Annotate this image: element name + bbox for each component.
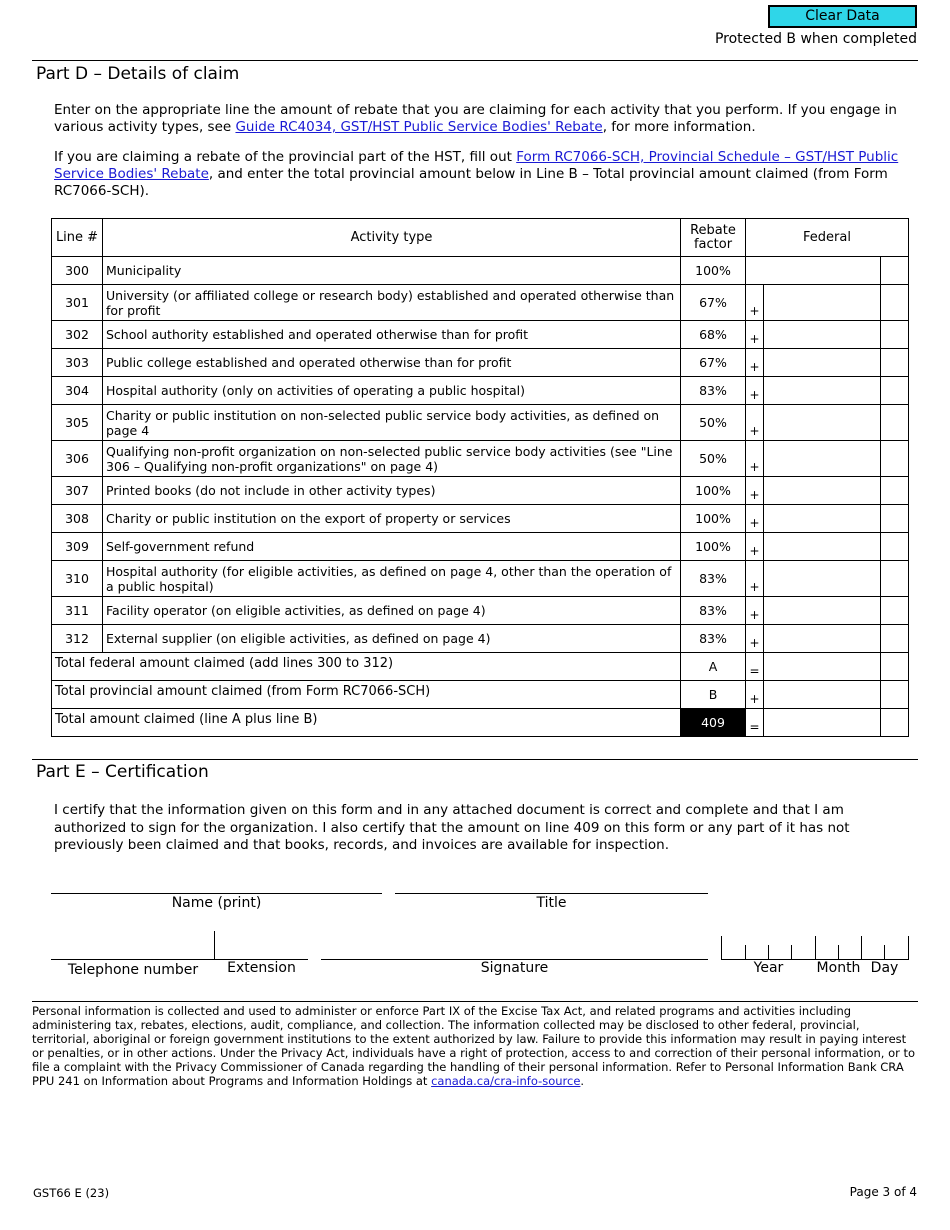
- operator-sign: +: [746, 561, 764, 596]
- total-line-code: 409: [681, 709, 746, 737]
- activity-type: Facility operator (on eligible activities, as defined on page 4): [103, 597, 681, 625]
- cents-box[interactable]: [881, 477, 908, 504]
- col-federal: Federal: [746, 219, 909, 257]
- title-label: Title: [536, 895, 567, 911]
- cents-box[interactable]: [881, 681, 908, 708]
- dollars-box[interactable]: [764, 653, 881, 680]
- rebate-factor: 67%: [681, 285, 746, 321]
- line-number: 304: [52, 377, 103, 405]
- form-rc7066-link[interactable]: Form RC7066-SCH, Provincial Schedule – GST/HST Public Service Bodies' Rebate: [54, 149, 899, 182]
- line-number: 305: [52, 405, 103, 441]
- activity-type: External supplier (on eligible activities, as defined on page 4): [103, 625, 681, 653]
- cents-box[interactable]: [881, 561, 908, 596]
- line-number: 302: [52, 321, 103, 349]
- activity-type: Qualifying non-profit organization on non-selected public service body activities (see "Line 306 – Qualifying non-profit organizations" on page 4): [103, 441, 681, 477]
- operator-sign: =: [746, 709, 764, 736]
- cents-box[interactable]: [881, 377, 908, 404]
- rebate-factor: 50%: [681, 441, 746, 477]
- extension-label: Extension: [227, 960, 296, 976]
- cents-box[interactable]: [881, 533, 908, 560]
- day-label: Day: [870, 960, 899, 976]
- total-label: Total provincial amount claimed (from Form RC7066-SCH): [52, 681, 681, 709]
- line-number: 303: [52, 349, 103, 377]
- cents-box[interactable]: [881, 653, 908, 680]
- provincial-text-start: If you are claiming a rebate of the provincial part of the HST, fill out: [54, 149, 517, 165]
- activity-type: Charity or public institution on non-selected public service body activities, as defined on page 4: [103, 405, 681, 441]
- line-number: 301: [52, 285, 103, 321]
- table-row: [52, 349, 909, 377]
- federal-amount-input[interactable]: [746, 561, 909, 597]
- activity-type: Self-government refund: [103, 533, 681, 561]
- rebate-factor: 83%: [681, 597, 746, 625]
- table-row: [52, 377, 909, 405]
- activity-type: Hospital authority (for eligible activities, as defined on page 4, other than the operation of a public hospital): [103, 561, 681, 597]
- col-line: Line #: [52, 219, 103, 257]
- federal-amount-input[interactable]: [746, 625, 909, 653]
- rebate-factor: 83%: [681, 377, 746, 405]
- total-row: [52, 709, 909, 737]
- line-number: 300: [52, 257, 103, 285]
- table-row: [52, 285, 909, 321]
- federal-amount-input[interactable]: [746, 709, 909, 737]
- rebate-factor: 100%: [681, 505, 746, 533]
- dollars-box[interactable]: [764, 533, 881, 560]
- dollars-box[interactable]: [764, 405, 881, 440]
- table-row: [52, 321, 909, 349]
- dollars-box[interactable]: [764, 321, 881, 348]
- cents-box[interactable]: [881, 349, 908, 376]
- cents-box[interactable]: [881, 285, 908, 320]
- dollars-box[interactable]: [764, 597, 881, 624]
- federal-amount-input[interactable]: [746, 653, 909, 681]
- rebate-factor: 100%: [681, 257, 746, 285]
- cents-box[interactable]: [881, 625, 908, 652]
- privacy-text: Personal information is collected and used to administer or enforce Part IX of the Excise Tax Act, and related programs and activities including administering tax, rebates, elections, audit, compliance, and collection. The information collected may be disclosed to other federal, provincial, territorial, aboriginal or foreign government institutions to the extent authorized by law. Failure to provide this information may result in paying interest or penalties, or in other actions. Under the Privacy Act, individuals have a right of protection, access to and correction of their personal information, or to file a complaint with the Privacy Commissioner of Canada regarding the handling of their personal information. Refer to Personal Information Bank CRA PPU 241 on Information about Programs and Information Holdings at: [32, 1004, 916, 1088]
- operator-sign: +: [746, 321, 764, 348]
- privacy-notice: Personal information is collected and used to administer or enforce Part IX of the Excise Tax Act, and related programs and activities including administering tax, rebates, elections, audit, compliance, and collection. The information collected may be disclosed to other federal, provincial, territorial, aboriginal or foreign government institutions to the extent authorized by law. Failure to provide this information may result in paying interest or penalties, or in other actions. Under the Privacy Act, individuals have a right of protection, access to and correction of their personal information, or to file a complaint with the Privacy Commissioner of Canada regarding the handling of their personal information. Refer to Personal Information Bank CRA PPU 241 on Information about Programs and Information Holdings at canada.ca/cra-info-source.: [32, 1001, 918, 1088]
- rebate-factor: 100%: [681, 533, 746, 561]
- month-label: Month: [816, 960, 861, 976]
- col-rebate-factor: Rebate factor: [681, 219, 746, 257]
- cra-info-source-link[interactable]: canada.ca/cra-info-source: [431, 1074, 581, 1088]
- operator-sign: +: [746, 597, 764, 624]
- part-e-divider: [32, 759, 918, 760]
- total-row: [52, 681, 909, 709]
- table-row: [52, 477, 909, 505]
- cents-box[interactable]: [881, 505, 908, 532]
- line-number: 311: [52, 597, 103, 625]
- cents-box[interactable]: [881, 709, 908, 736]
- line-number: 312: [52, 625, 103, 653]
- table-row: [52, 533, 909, 561]
- operator-sign: +: [746, 681, 764, 708]
- cents-box[interactable]: [881, 405, 908, 440]
- table-row: [52, 561, 909, 597]
- line-number: 306: [52, 441, 103, 477]
- protected-label: Protected B when completed: [714, 31, 917, 47]
- col-activity: Activity type: [103, 219, 681, 257]
- federal-amount-input[interactable]: [746, 441, 909, 477]
- operator-sign: +: [746, 405, 764, 440]
- dollars-box[interactable]: [764, 505, 881, 532]
- operator-sign: +: [746, 285, 764, 320]
- page-number: Page 3 of 4: [849, 1185, 917, 1199]
- form-code: GST66 E (23): [33, 1186, 110, 1200]
- dollars-box[interactable]: [764, 377, 881, 404]
- activity-type: University (or affiliated college or research body) established and operated otherwise than for profit: [103, 285, 681, 321]
- line-number: 309: [52, 533, 103, 561]
- cents-box[interactable]: [881, 257, 908, 284]
- cents-box[interactable]: [881, 597, 908, 624]
- operator-sign: =: [746, 653, 764, 680]
- table-row: [52, 441, 909, 477]
- signature-label: Signature: [480, 960, 549, 976]
- provincial-text-end: , and enter the total provincial amount below in Line B – Total provincial amount claimed (from Form RC7066-SCH).: [54, 166, 888, 199]
- dollars-box[interactable]: [764, 477, 881, 504]
- operator-sign: +: [746, 505, 764, 532]
- rebate-factor: 83%: [681, 625, 746, 653]
- operator-sign: +: [746, 441, 764, 476]
- activity-type: Hospital authority (only on activities of operating a public hospital): [103, 377, 681, 405]
- clear-data-button[interactable]: Clear Data: [768, 5, 917, 28]
- federal-amount-input[interactable]: [746, 349, 909, 377]
- telephone-field[interactable]: [51, 959, 215, 960]
- line-number: 308: [52, 505, 103, 533]
- operator-sign: [746, 257, 764, 284]
- claim-table: [51, 218, 909, 737]
- total-label: Total federal amount claimed (add lines 300 to 312): [52, 653, 681, 681]
- operator-sign: +: [746, 533, 764, 560]
- rebate-factor: 67%: [681, 349, 746, 377]
- dollars-box[interactable]: [764, 625, 881, 652]
- certification-text: I certify that the information given on this form and in any attached document is correct and complete and that I am authorized to sign for the organization. I also certify that the amount on line 409 on this form or any part of it has not previously been claimed and that books, records, and invoices are available for inspection.: [54, 802, 850, 853]
- rebate-factor: 50%: [681, 405, 746, 441]
- federal-amount-input[interactable]: [746, 533, 909, 561]
- table-row: [52, 597, 909, 625]
- operator-sign: +: [746, 625, 764, 652]
- total-label: Total amount claimed (line A plus line B): [52, 709, 681, 737]
- federal-amount-input[interactable]: [746, 257, 909, 285]
- intro-text-end: , for more information.: [602, 119, 756, 135]
- name-field[interactable]: [51, 893, 382, 894]
- federal-amount-input[interactable]: [746, 377, 909, 405]
- cents-box[interactable]: [881, 321, 908, 348]
- cents-box[interactable]: [881, 441, 908, 476]
- activity-type: Public college established and operated otherwise than for profit: [103, 349, 681, 377]
- extension-divider: [214, 931, 215, 960]
- guide-rc4034-link[interactable]: Guide RC4034, GST/HST Public Service Bodies' Rebate: [235, 119, 603, 135]
- rebate-factor: 100%: [681, 477, 746, 505]
- federal-amount-input[interactable]: [746, 505, 909, 533]
- dollars-box[interactable]: [764, 285, 881, 320]
- name-label: Name (print): [171, 895, 262, 911]
- dollars-box[interactable]: [764, 709, 881, 736]
- line-number: 310: [52, 561, 103, 597]
- dollars-box[interactable]: [764, 257, 881, 284]
- year-label: Year: [753, 960, 784, 976]
- federal-amount-input[interactable]: [746, 321, 909, 349]
- activity-type: Charity or public institution on the export of property or services: [103, 505, 681, 533]
- title-field[interactable]: [395, 893, 708, 894]
- table-row: [52, 625, 909, 653]
- operator-sign: +: [746, 377, 764, 404]
- intro-text-start: Enter on the appropriate line the amount of rebate that you are claiming for each activity that you perform. If you engage in various activity types, see: [54, 102, 897, 135]
- federal-amount-input[interactable]: [746, 681, 909, 709]
- total-line-code: A: [681, 653, 746, 681]
- federal-amount-input[interactable]: [746, 405, 909, 441]
- dollars-box[interactable]: [764, 681, 881, 708]
- part-d-intro: [54, 102, 916, 136]
- federal-amount-input[interactable]: [746, 597, 909, 625]
- rebate-factor: 68%: [681, 321, 746, 349]
- activity-type: Printed books (do not include in other activity types): [103, 477, 681, 505]
- part-d-title: Part D – Details of claim: [36, 64, 240, 84]
- rebate-factor: 83%: [681, 561, 746, 597]
- dollars-box[interactable]: [764, 349, 881, 376]
- table-row: [52, 257, 909, 285]
- table-row: [52, 405, 909, 441]
- federal-amount-input[interactable]: [746, 477, 909, 505]
- dollars-box[interactable]: [764, 561, 881, 596]
- operator-sign: +: [746, 477, 764, 504]
- total-row: [52, 653, 909, 681]
- total-line-code: B: [681, 681, 746, 709]
- claim-table-header: [52, 219, 909, 257]
- line-number: 307: [52, 477, 103, 505]
- activity-type: School authority established and operated otherwise than for profit: [103, 321, 681, 349]
- part-d-provincial-note: [54, 149, 916, 200]
- part-e-title: Part E – Certification: [36, 762, 209, 782]
- operator-sign: +: [746, 349, 764, 376]
- table-row: [52, 505, 909, 533]
- dollars-box[interactable]: [764, 441, 881, 476]
- activity-type: Municipality: [103, 257, 681, 285]
- federal-amount-input[interactable]: [746, 285, 909, 321]
- part-d-divider: [32, 60, 918, 61]
- telephone-label: Telephone number: [67, 962, 199, 978]
